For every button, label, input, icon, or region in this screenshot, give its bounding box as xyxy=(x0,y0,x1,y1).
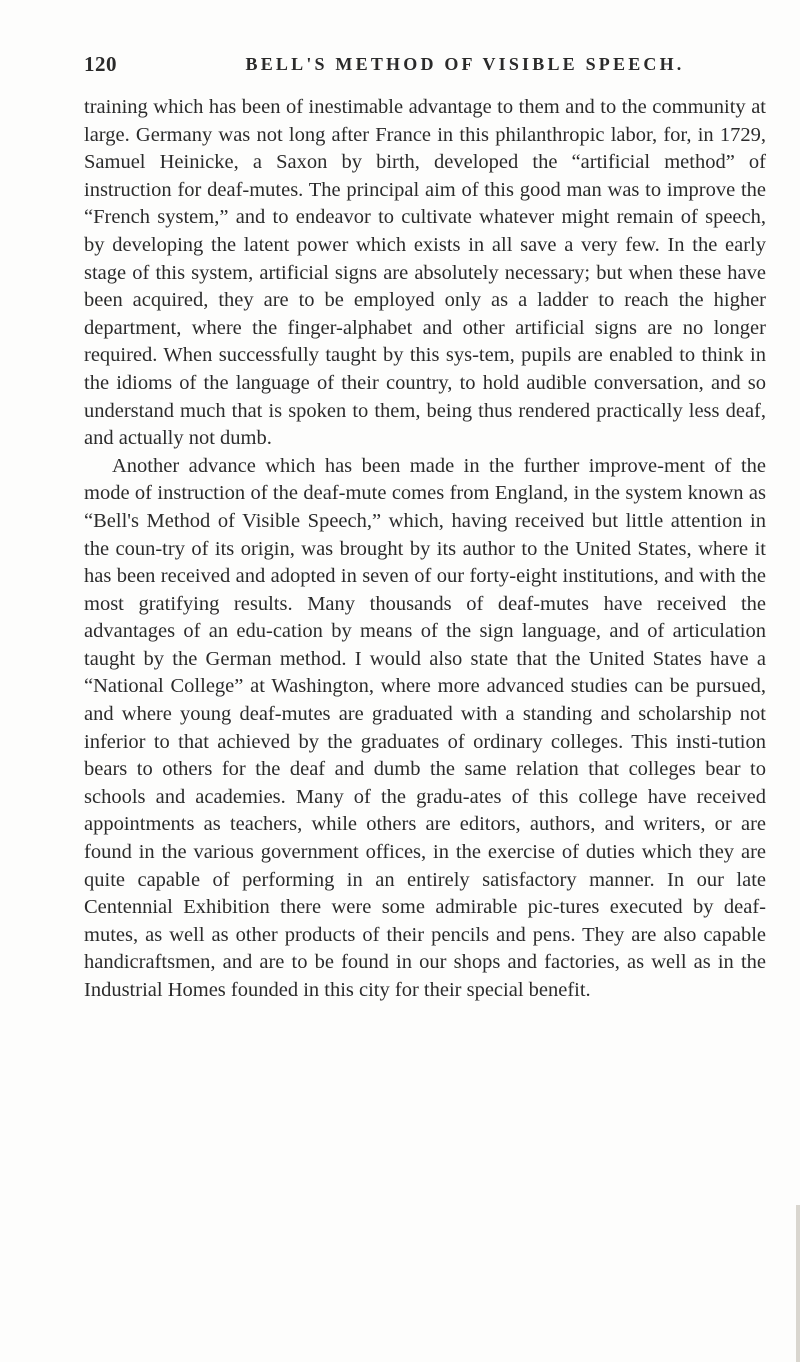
running-head: BELL'S METHOD OF VISIBLE SPEECH. xyxy=(245,54,685,74)
paragraph-1: training which has been of inestimable advantage to them and to the community at large. Germany was not long after France in this philanthropic labor, for, in 1729, Samuel Heinicke, a Saxon by birth, developed the “artificial method” of instruction for deaf-mutes. The principal aim of this good man was to improve the “French system,” and to endeavor to cultivate whatever might remain of speech, by developing the latent power which exists in all save a very few. In the early stage of this system, artificial signs are absolutely necessary; but when these have been acquired, they are to be employed only as a ladder to reach the higher department, where the finger-alphabet and other artificial signs are no longer required. When successfully taught by this sys-tem, pupils are enabled to think in the idioms of the language of their country, to hold audible conversation, and so understand much that is spoken to them, being thus rendered practically less deaf, and actually not dumb. xyxy=(84,96,766,450)
paragraph-2: Another advance which has been made in the further improve-ment of the mode of instruction of the deaf-mute comes from England, in the system known as “Bell's Method of Visible Speech,” which, having received but little attention in the coun-try of its origin, was brought by its author to the United States, where it has been received and adopted in seven of our forty-eight institutions, and with the most gratifying results. Many thousands of deaf-mutes have received the advantages of an edu-cation by means of the sign language, and of articulation taught by the German method. I would also state that the United States have a “National College” at Washington, where more advanced studies can be pursued, and where young deaf-mutes are graduated with a standing and scholarship not inferior to that achieved by the graduates of ordinary colleges. This insti-tution bears to others for the deaf and dumb the same relation that colleges bear to schools and academies. Many of the gradu-ates of this college have received appointments as teachers, while others are editors, authors, and writers, or are found in the various government offices, in the exercise of duties which they are quite capable of performing in an entirely satisfactory manner. In our late Centennial Exhibition there were some admirable pic-tures executed by deaf-mutes, as well as other products of their pencils and pens. They are also capable handicraftsmen, and are to be found in our shops and factories, as well as in the Industrial Homes founded in this city for their special benefit. xyxy=(84,454,766,1001)
body-text xyxy=(84,94,766,1005)
page-edge-shadow xyxy=(796,1205,800,1362)
page-header xyxy=(84,52,764,82)
page-number: 120 xyxy=(84,52,117,76)
